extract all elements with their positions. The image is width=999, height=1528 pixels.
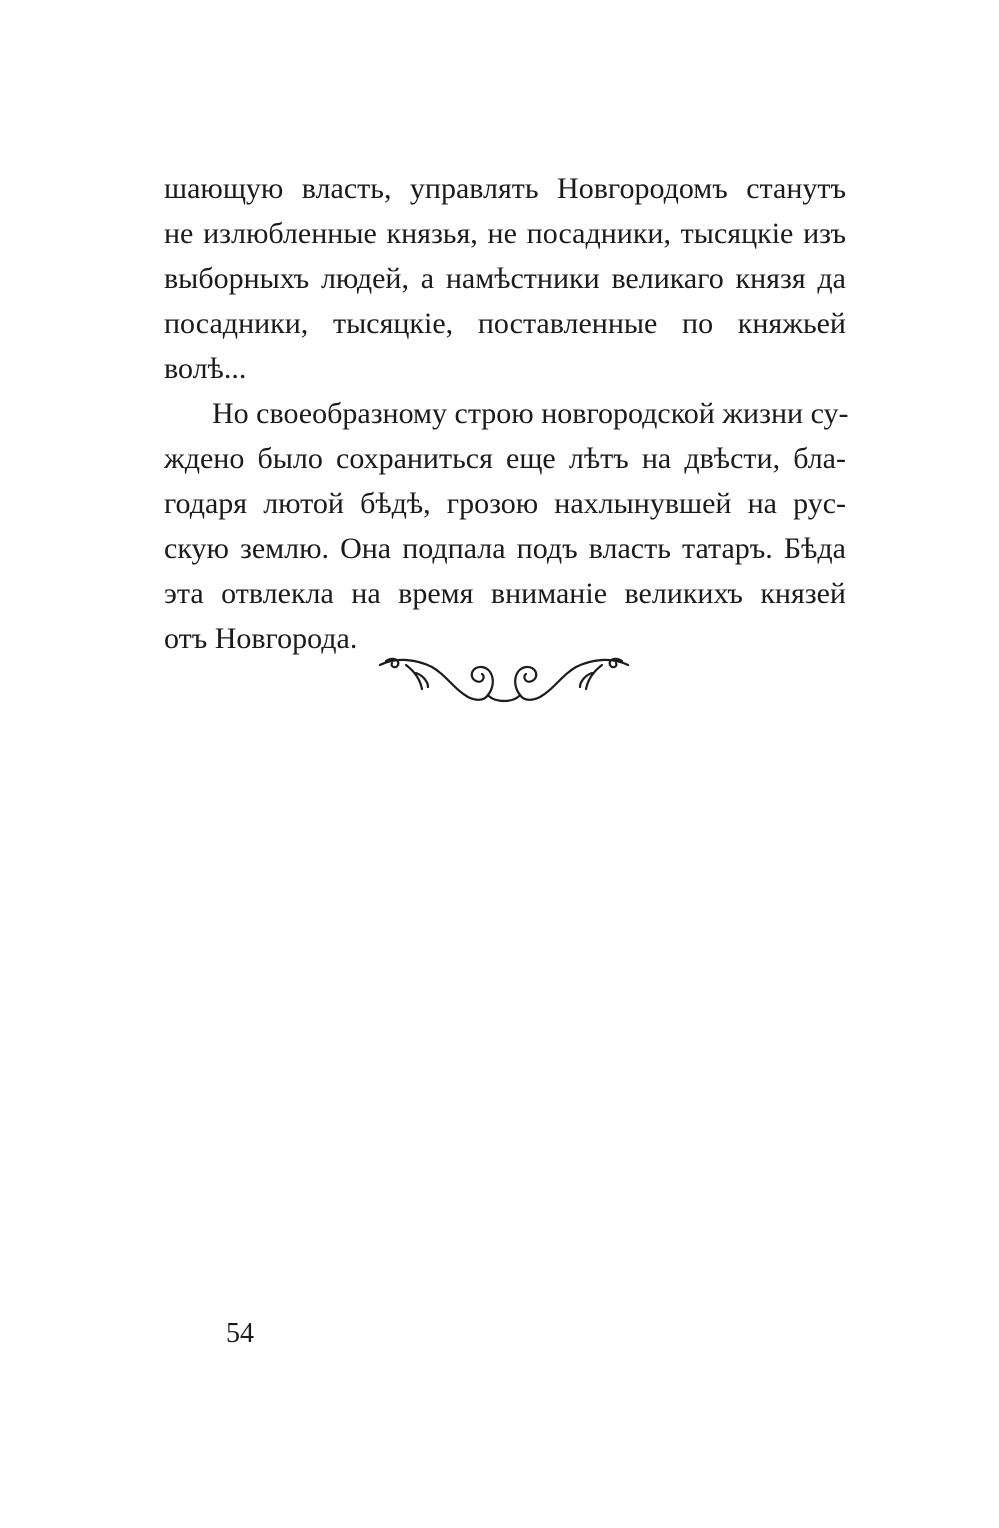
text-line: волѣ... — [164, 352, 247, 385]
text-line: отъ Новгорода. — [164, 622, 358, 655]
text-line: шающую власть, управлять Новгородомъ станутъ — [164, 172, 846, 205]
text-line: эта отвлекла на время вниманіе великихъ князей — [164, 577, 846, 610]
page-number: 54 — [226, 1318, 254, 1349]
text-line: Но своеобразному строю новгородской жизни су- — [212, 397, 849, 430]
text-line: выборныхъ людей, а намѣстники великаго князя да — [164, 262, 846, 295]
body-text — [164, 166, 849, 661]
paragraph-2 — [164, 391, 849, 661]
text-line: не излюбленные князья, не посадники, тысяцкіе изъ — [164, 217, 846, 250]
text-line: ждено было сохраниться еще лѣтъ на двѣсти, бла- — [164, 442, 846, 475]
text-line: скую землю. Она подпала подъ власть татаръ. Бѣда — [164, 532, 846, 565]
text-line: годаря лютой бѣдѣ, грозою нахлынувшей на рус- — [164, 487, 846, 520]
text-line: посадники, тысяцкіе, поставленные по княжьей — [164, 307, 846, 340]
scroll-flourish-icon — [376, 651, 632, 711]
paragraph-1 — [164, 166, 846, 391]
